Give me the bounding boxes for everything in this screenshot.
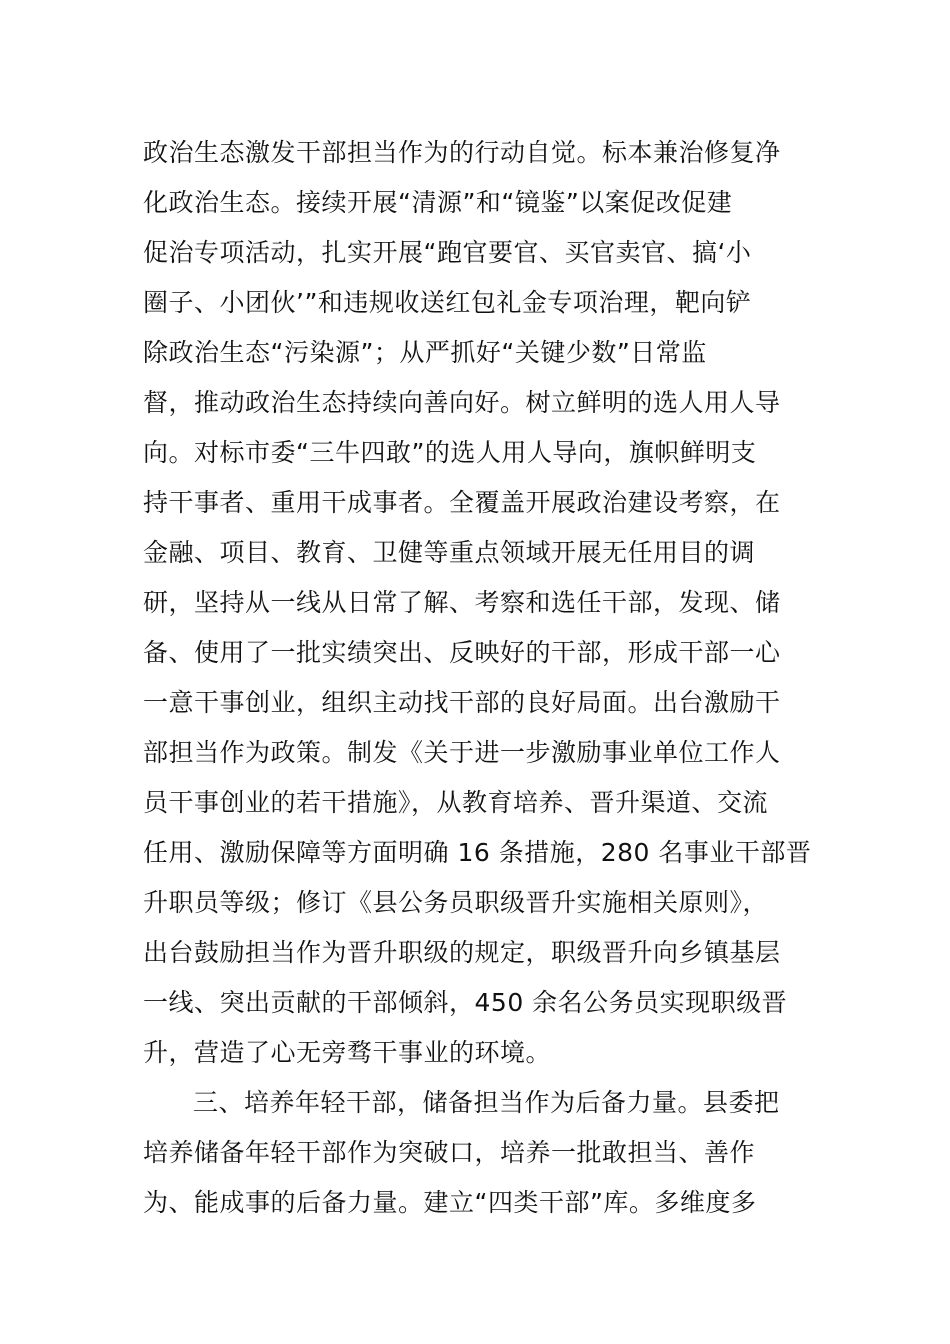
text-line-22: 为、能成事的后备力量。建立“四类干部”库。多维度多 (143, 1188, 757, 1217)
text-line-15: 任用、激励保障等方面明确 16 条措施，280 名事业干部晋 (143, 838, 812, 867)
section-heading-line: 三、培养年轻干部，储备担当作为后备力量。县委把 (193, 1088, 780, 1117)
text-line-9: 金融、项目、教育、卫健等重点领域开展无任用目的调 (143, 538, 756, 567)
text-line-10: 研，坚持从一线从日常了解、考察和选任干部，发现、储 (143, 588, 781, 617)
text-line-19: 升，营造了心无旁骛干事业的环境。 (143, 1038, 552, 1067)
text-line-8: 持干事者、重用干成事者。全覆盖开展政治建设考察，在 (143, 488, 781, 517)
text-line-2: 化政治生态。接续开展“清源”和“镜鉴”以案促改促建 (143, 188, 733, 217)
text-line-13: 部担当作为政策。制发《关于进一步激励事业单位工作人 (143, 738, 781, 767)
text-line-17: 出台鼓励担当作为晋升职级的规定，职级晋升向乡镇基层 (143, 938, 781, 967)
text-line-7: 向。对标市委“三牛四敢”的选人用人导向，旗帜鲜明支 (143, 438, 757, 467)
text-line-6: 督，推动政治生态持续向善向好。树立鲜明的选人用人导 (143, 388, 781, 417)
text-line-11: 备、使用了一批实绩突出、反映好的干部，形成干部一心 (143, 638, 781, 667)
text-line-1: 政治生态激发干部担当作为的行动自觉。标本兼治修复净 (143, 138, 781, 167)
text-line-18: 一线、突出贡献的干部倾斜，450 余名公务员实现职级晋 (143, 988, 788, 1017)
text-line-3: 促治专项活动，扎实开展“跑官要官、买官卖官、搞‘小 (143, 238, 752, 267)
text-line-21: 培养储备年轻干部作为突破口，培养一批敢担当、善作 (143, 1138, 756, 1167)
text-line-12: 一意干事创业，组织主动找干部的良好局面。出台激励干 (143, 688, 781, 717)
text-line-4: 圈子、小团伙’”和违规收送红包礼金专项治理，靶向铲 (143, 288, 752, 317)
body-text (143, 128, 813, 1228)
text-line-14: 员干事创业的若干措施》，从教育培养、晋升渠道、交流 (143, 788, 769, 817)
text-line-5: 除政治生态“污染源”；从严抓好“关键少数”日常监 (143, 338, 707, 367)
text-line-16: 升职员等级；修订《县公务员职级晋升实施相关原则》， (143, 888, 769, 917)
